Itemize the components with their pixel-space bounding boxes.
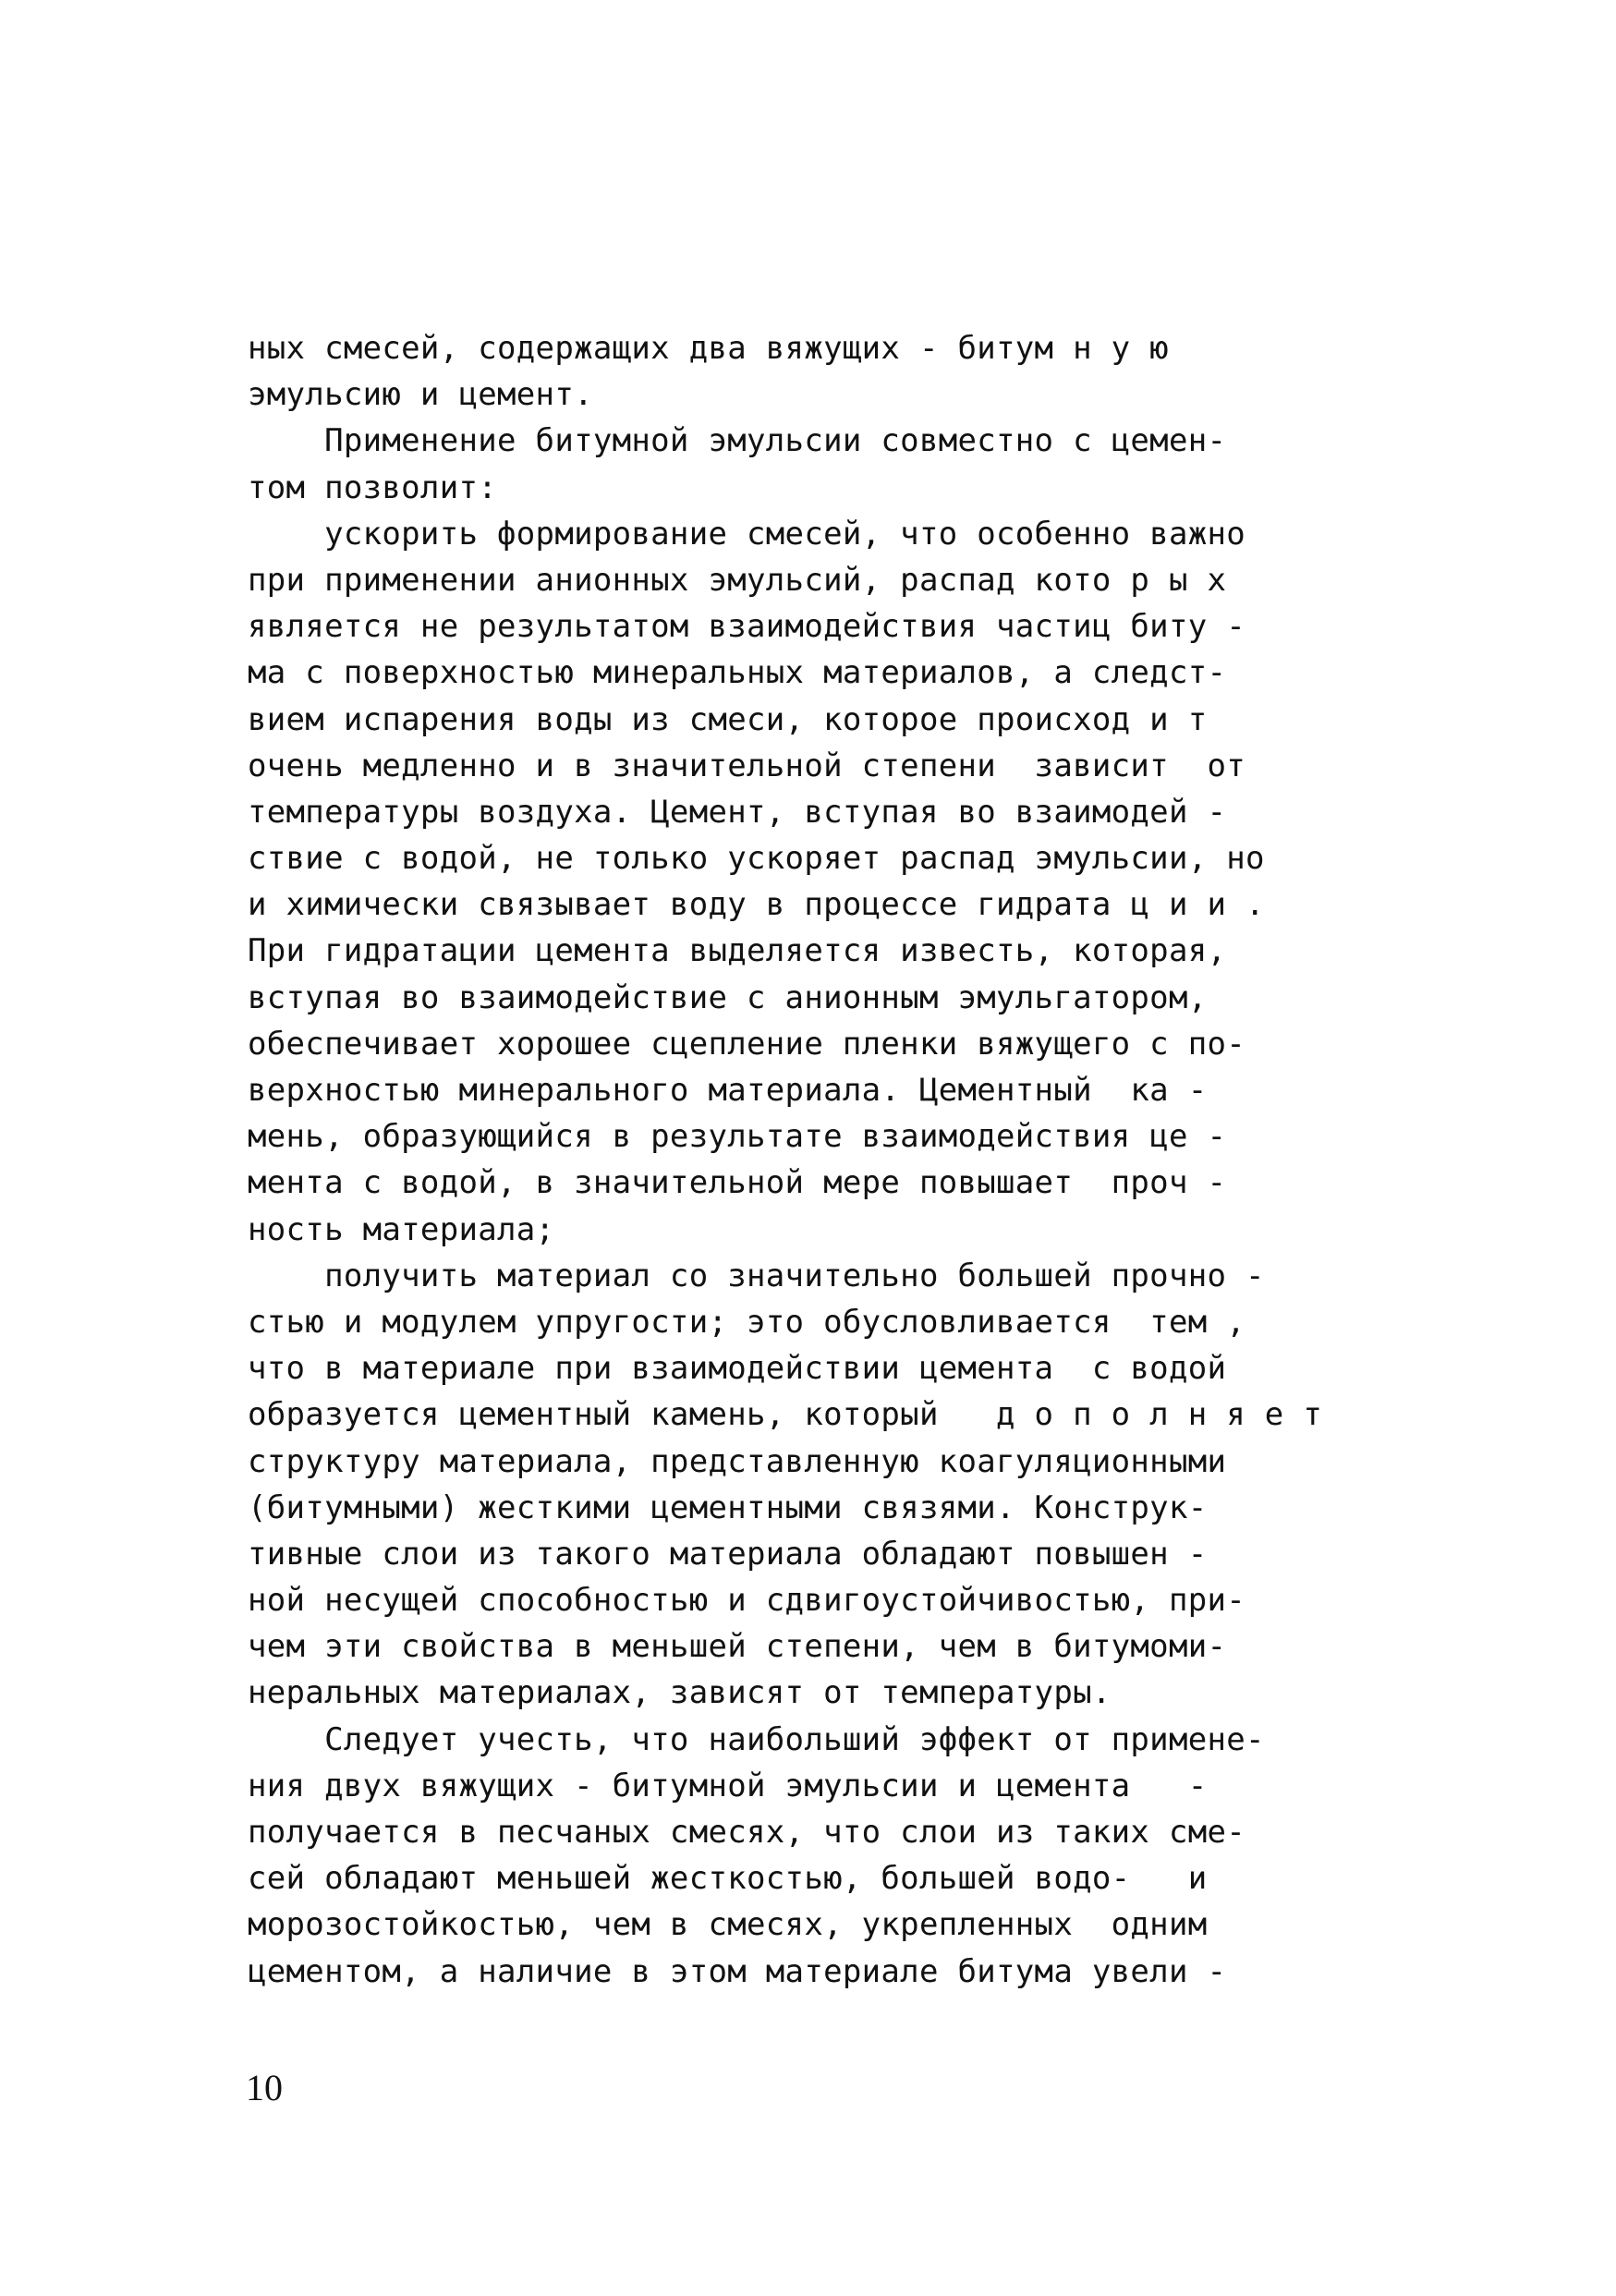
text-line: эмульсию и цемент.: [248, 376, 593, 414]
text-line: является не результатом взаимодействия частиц биту -: [248, 608, 1246, 646]
text-line: при применении анионных эмульсий, распад кото р ы х: [248, 561, 1227, 599]
text-line: цементом, а наличие в этом материале битума увели -: [248, 1952, 1227, 1990]
text-line: Следует учесть, что наибольший эффект от примене-: [248, 1720, 1265, 1758]
text-line: мень, образующийся в результате взаимодействия це -: [248, 1118, 1227, 1156]
text-line: получить материал со значительно большей прочно -: [248, 1257, 1265, 1294]
text-line: ния двух вяжущих - битумной эмульсии и цемента -: [248, 1767, 1208, 1804]
text-line: Применение битумной эмульсии совместно с цемен-: [248, 422, 1227, 460]
text-line: тивные слои из такого материала обладают повышен -: [248, 1535, 1208, 1573]
text-line: верхностью минерального материала. Цементный ка -: [248, 1072, 1208, 1109]
text-line: ствие с водой, не только ускоряет распад эмульсии, но: [248, 840, 1265, 878]
text-line: том позволит:: [248, 468, 498, 506]
text-line: ма с поверхностью минеральных материалов, а следст-: [248, 654, 1227, 692]
text-line: температуры воздуха. Цемент, вступая во взаимодей -: [248, 793, 1227, 831]
text-line: (битумными) жесткими цементными связями. Конструк-: [248, 1488, 1208, 1526]
text-line: что в материале при взаимодействии цемента с водой: [248, 1350, 1227, 1388]
text-line: При гидратации цемента выделяется известь, которая,: [248, 932, 1227, 970]
text-line: образуется цементный камень, который д о п о л н я е т: [248, 1396, 1323, 1434]
text-line: чем эти свойства в меньшей степени, чем в битумоми-: [248, 1628, 1227, 1666]
text-line: неральных материалах, зависят от температуры.: [248, 1674, 1112, 1712]
text-line: морозостойкостью, чем в смесях, укрепленных одним: [248, 1906, 1208, 1944]
text-line: обеспечивает хорошее сцепление пленки вяжущего с по-: [248, 1025, 1246, 1063]
text-line: сей обладают меньшей жесткостью, большей водо- и: [248, 1860, 1208, 1898]
text-line: получается в песчаных смесях, что слои из таких сме-: [248, 1814, 1246, 1851]
text-line: ных смесей, содержащих два вяжущих - битум н у ю: [248, 330, 1169, 367]
text-line: и химически связывает воду в процессе гидрата ц и и .: [248, 886, 1265, 924]
text-line: мента с водой, в значительной мере повышает проч -: [248, 1164, 1227, 1202]
text-line: ность материала;: [248, 1210, 555, 1248]
page-number: 10: [246, 2067, 283, 2108]
body-text: [248, 325, 1449, 1995]
text-line: вием испарения воды из смеси, которое происход и т: [248, 700, 1208, 738]
text-line: вступая во взаимодействие с анионным эмульгатором,: [248, 978, 1208, 1016]
text-line: структуру материала, представленную коагуляционными: [248, 1442, 1227, 1480]
text-line: очень медленно и в значительной степени зависит от: [248, 747, 1246, 784]
text-line: ускорить формирование смесей, что особенно важно: [248, 515, 1246, 553]
text-line: ной несущей способностью и сдвигоустойчивостью, при-: [248, 1582, 1246, 1620]
text-line: стью и модулем упругости; это обусловливается тем ,: [248, 1303, 1246, 1341]
